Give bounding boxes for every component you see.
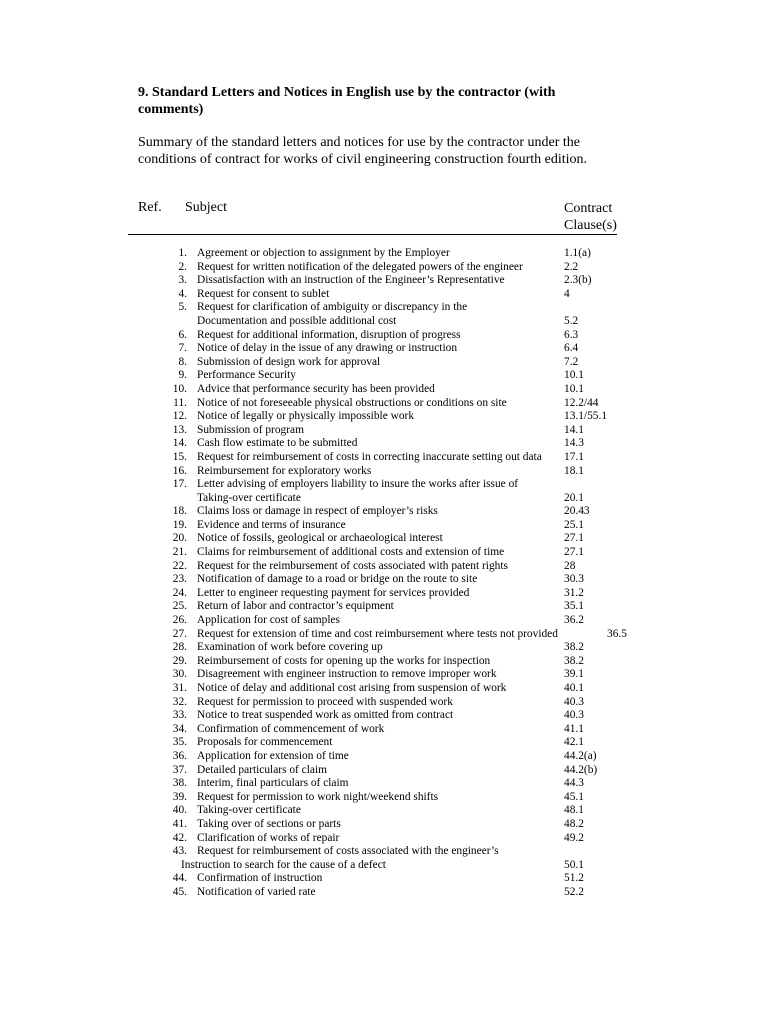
- item-number: 32.: [172, 695, 187, 708]
- item-subject: Advice that performance security has been provided: [197, 382, 435, 395]
- item-clause: 36.5: [607, 627, 627, 640]
- column-header-clause-line2: Clause(s): [564, 218, 617, 233]
- item-subject: Request for written notification of the delegated powers of the engineer: [197, 260, 523, 273]
- column-header-subject: Subject: [185, 200, 227, 215]
- list-item: [0, 696, 768, 710]
- item-number: 39.: [172, 790, 187, 803]
- item-number: 6.: [178, 328, 187, 341]
- item-clause: 48.1: [564, 804, 584, 817]
- item-number: 45.: [172, 885, 187, 898]
- item-clause: 44.3: [564, 777, 584, 790]
- item-clause: 30.3: [564, 573, 584, 586]
- item-subject: Submission of program: [197, 423, 304, 436]
- item-clause: 14.1: [564, 423, 584, 436]
- list-item: [0, 791, 768, 805]
- list-item: [0, 532, 768, 546]
- item-subject: Cash flow estimate to be submitted: [197, 437, 358, 450]
- item-number: 16.: [172, 464, 187, 477]
- item-number: 40.: [172, 804, 187, 817]
- item-number: 31.: [172, 682, 187, 694]
- item-number: 27.: [172, 627, 187, 640]
- item-number: 21.: [172, 546, 187, 559]
- item-subject: Reimbursement for exploratory works: [197, 464, 372, 477]
- item-subject: Interim, final particulars of claim: [197, 777, 349, 790]
- item-number: 24.: [172, 586, 187, 599]
- item-number: 3.: [178, 274, 187, 287]
- item-number: 41.: [172, 817, 187, 830]
- item-number: 26.: [172, 614, 187, 627]
- item-number: 20.: [172, 532, 187, 545]
- item-subject: Notice of legally or physically impossible work: [197, 410, 415, 423]
- list-item: [0, 492, 768, 506]
- item-number: 13.: [172, 423, 187, 436]
- item-number: 38.: [172, 777, 187, 790]
- item-number: 15.: [172, 450, 187, 463]
- item-subject: Application for cost of samples: [197, 614, 340, 627]
- item-number: 17.: [172, 478, 187, 491]
- item-clause: 27.1: [564, 546, 584, 559]
- item-subject: Application for extension of time: [197, 749, 349, 762]
- item-subject: Clarification of works of repair: [197, 831, 340, 844]
- item-clause: 20.43: [564, 505, 590, 518]
- column-header-clause: [564, 200, 624, 234]
- item-subject: Examination of work before covering up: [197, 641, 383, 654]
- item-number: 1.: [178, 247, 187, 259]
- item-clause: 12.2/44: [564, 396, 599, 409]
- item-subject: Request for permission to work night/weekend shifts: [197, 790, 439, 803]
- list-item: [0, 777, 768, 791]
- item-number: 5.: [178, 301, 187, 314]
- item-number: 28.: [172, 641, 187, 654]
- list-item: [0, 587, 768, 601]
- item-number: 10.: [172, 382, 187, 395]
- item-clause: 50.1: [564, 858, 584, 871]
- item-clause: 49.2: [564, 831, 584, 844]
- list-item: [0, 750, 768, 764]
- item-number: 33.: [172, 709, 187, 722]
- item-subject: Documentation and possible additional cost: [197, 314, 397, 327]
- list-item: [0, 845, 768, 859]
- item-clause: 36.2: [564, 614, 584, 627]
- item-subject: Request for clarification of ambiguity or discrepancy in the: [197, 301, 468, 314]
- item-clause: 25.1: [564, 518, 584, 531]
- item-subject: Return of labor and contractor’s equipment: [197, 600, 394, 613]
- item-number: 23.: [172, 573, 187, 586]
- item-number: 42.: [172, 831, 187, 844]
- list-item: [0, 410, 768, 424]
- item-clause: 51.2: [564, 872, 584, 885]
- item-subject: Disagreement with engineer instruction to remove improper work: [197, 668, 497, 681]
- list-item: [0, 437, 768, 451]
- item-number: 12.: [172, 410, 187, 423]
- item-clause: 14.3: [564, 437, 584, 450]
- item-number: 8.: [178, 355, 187, 368]
- item-clause: 10.1: [564, 382, 584, 395]
- item-subject: Request for the reimbursement of costs associated with patent rights: [197, 559, 508, 572]
- item-clause: 4: [564, 287, 570, 300]
- item-clause: 5.2: [564, 314, 579, 327]
- list-item: [0, 859, 768, 873]
- item-subject: Instruction to search for the cause of a defect: [181, 858, 386, 871]
- column-header-clause-line1: Contract: [564, 201, 613, 216]
- list-item: [0, 356, 768, 370]
- list-item: [0, 655, 768, 669]
- item-subject: Submission of design work for approval: [197, 355, 381, 368]
- item-subject: Detailed particulars of claim: [197, 763, 327, 776]
- list-item: [0, 641, 768, 655]
- list-item: [0, 315, 768, 329]
- list-item: [0, 886, 768, 900]
- list-item: [0, 369, 768, 383]
- list-item: [0, 709, 768, 723]
- item-subject: Request for reimbursement of costs in correcting inaccurate setting out data: [197, 450, 542, 463]
- item-clause: 44.2(a): [564, 749, 597, 762]
- list-item: [0, 872, 768, 886]
- item-clause: 35.1: [564, 600, 584, 613]
- item-clause: 39.1: [564, 668, 584, 681]
- item-subject: Request for extension of time and cost reimbursement where tests not provided: [197, 627, 558, 640]
- item-subject: Notice of fossils, geological or archaeological interest: [197, 532, 443, 545]
- item-subject: Claims for reimbursement of additional costs and extension of time: [197, 546, 505, 559]
- item-subject: Request for consent to sublet: [197, 287, 330, 300]
- item-subject: Request for permission to proceed with suspended work: [197, 695, 453, 708]
- item-clause: 20.1: [564, 491, 584, 504]
- item-clause: 18.1: [564, 464, 584, 477]
- item-number: 30.: [172, 668, 187, 681]
- item-clause: 7.2: [564, 355, 579, 368]
- item-number: 11.: [173, 396, 187, 409]
- item-subject: Notice to treat suspended work as omitted from contract: [197, 709, 454, 722]
- item-subject: Notice of delay in the issue of any drawing or instruction: [197, 342, 458, 355]
- item-clause: 2.3(b): [564, 274, 592, 287]
- list-item: [0, 342, 768, 356]
- list-item: [0, 247, 768, 261]
- list-item: [0, 505, 768, 519]
- list-item: [0, 261, 768, 275]
- item-subject: Request for reimbursement of costs associated with the engineer’s: [197, 845, 499, 858]
- list-item: [0, 818, 768, 832]
- item-subject: Letter to engineer requesting payment for services provided: [197, 586, 470, 599]
- item-clause: 31.2: [564, 586, 584, 599]
- item-clause: 38.2: [564, 641, 584, 654]
- item-subject: Notification of damage to a road or bridge on the route to site: [197, 573, 478, 586]
- item-subject: Performance Security: [197, 369, 296, 382]
- item-number: 44.: [172, 872, 187, 885]
- item-subject: Claims loss or damage in respect of employer’s risks: [197, 505, 438, 518]
- item-number: 18.: [172, 505, 187, 518]
- item-clause: 6.4: [564, 342, 579, 355]
- list-item: [0, 301, 768, 315]
- item-number: 9.: [178, 369, 187, 382]
- list-item: [0, 560, 768, 574]
- list-item: [0, 628, 768, 642]
- item-subject: Dissatisfaction with an instruction of the Engineer’s Representative: [197, 274, 505, 287]
- item-clause: 41.1: [564, 722, 584, 735]
- item-clause: 1.1(a): [564, 247, 591, 259]
- item-clause: 13.1/55.1: [564, 410, 608, 423]
- list-item: [0, 546, 768, 560]
- list-item: [0, 329, 768, 343]
- summary-paragraph: Summary of the standard letters and notices for use by the contractor under the conditions of contract for works of civil engineering construction fourth edition.: [138, 135, 588, 167]
- item-subject: Reimbursement of costs for opening up the works for inspection: [197, 654, 491, 667]
- letters-list: [0, 247, 768, 900]
- item-clause: 2.2: [564, 260, 579, 273]
- item-number: 36.: [172, 749, 187, 762]
- item-clause: 6.3: [564, 328, 579, 341]
- item-subject: Confirmation of instruction: [197, 872, 323, 885]
- list-item: [0, 804, 768, 818]
- item-subject: Confirmation of commencement of work: [197, 722, 385, 735]
- item-number: 4.: [178, 287, 187, 300]
- item-number: 25.: [172, 600, 187, 613]
- item-clause: 17.1: [564, 450, 584, 463]
- item-subject: Proposals for commencement: [197, 736, 333, 749]
- list-item: [0, 274, 768, 288]
- item-subject: Notification of varied rate: [197, 885, 316, 898]
- item-number: 22.: [172, 559, 187, 572]
- item-subject: Notice of not foreseeable physical obstructions or conditions on site: [197, 396, 507, 409]
- item-clause: 28: [564, 559, 576, 572]
- item-subject: Request for additional information, disruption of progress: [197, 328, 461, 341]
- item-number: 7.: [178, 342, 187, 355]
- list-item: [0, 682, 768, 696]
- item-subject: Taking-over certificate: [197, 804, 301, 817]
- item-subject: Evidence and terms of insurance: [197, 518, 346, 531]
- item-clause: 40.1: [564, 682, 584, 694]
- list-item: [0, 519, 768, 533]
- item-number: 37.: [172, 763, 187, 776]
- item-number: 2.: [178, 260, 187, 273]
- item-number: 29.: [172, 654, 187, 667]
- list-item: [0, 465, 768, 479]
- list-item: [0, 288, 768, 302]
- list-item: [0, 723, 768, 737]
- list-item: [0, 832, 768, 846]
- list-item: [0, 383, 768, 397]
- item-subject: Taking-over certificate: [197, 491, 301, 504]
- item-number: 19.: [172, 518, 187, 531]
- item-subject: Letter advising of employers liability to insure the works after issue of: [197, 478, 519, 491]
- list-item: [0, 397, 768, 411]
- column-header-ref: Ref.: [138, 200, 162, 215]
- list-item: [0, 573, 768, 587]
- item-clause: 40.3: [564, 709, 584, 722]
- item-clause: 42.1: [564, 736, 584, 749]
- section-heading: 9. Standard Letters and Notices in English use by the contractor (with comments): [138, 85, 556, 117]
- list-item: [0, 478, 768, 492]
- header-divider: [128, 234, 617, 235]
- item-clause: 48.2: [564, 817, 584, 830]
- item-number: 34.: [172, 722, 187, 735]
- list-item: [0, 424, 768, 438]
- item-clause: 40.3: [564, 695, 584, 708]
- list-item: [0, 600, 768, 614]
- list-item: [0, 668, 768, 682]
- list-item: [0, 764, 768, 778]
- list-item: [0, 451, 768, 465]
- item-clause: 44.2(b): [564, 763, 598, 776]
- item-clause: 38.2: [564, 654, 584, 667]
- item-number: 43.: [172, 845, 187, 858]
- item-subject: Agreement or objection to assignment by the Employer: [197, 247, 450, 259]
- item-number: 14.: [172, 437, 187, 450]
- item-clause: 27.1: [564, 532, 584, 545]
- item-number: 35.: [172, 736, 187, 749]
- item-clause: 10.1: [564, 369, 584, 382]
- item-subject: Taking over of sections or parts: [197, 817, 341, 830]
- item-subject: Notice of delay and additional cost arising from suspension of work: [197, 682, 507, 694]
- list-item: [0, 614, 768, 628]
- item-clause: 52.2: [564, 885, 584, 898]
- item-clause: 45.1: [564, 790, 584, 803]
- list-item: [0, 736, 768, 750]
